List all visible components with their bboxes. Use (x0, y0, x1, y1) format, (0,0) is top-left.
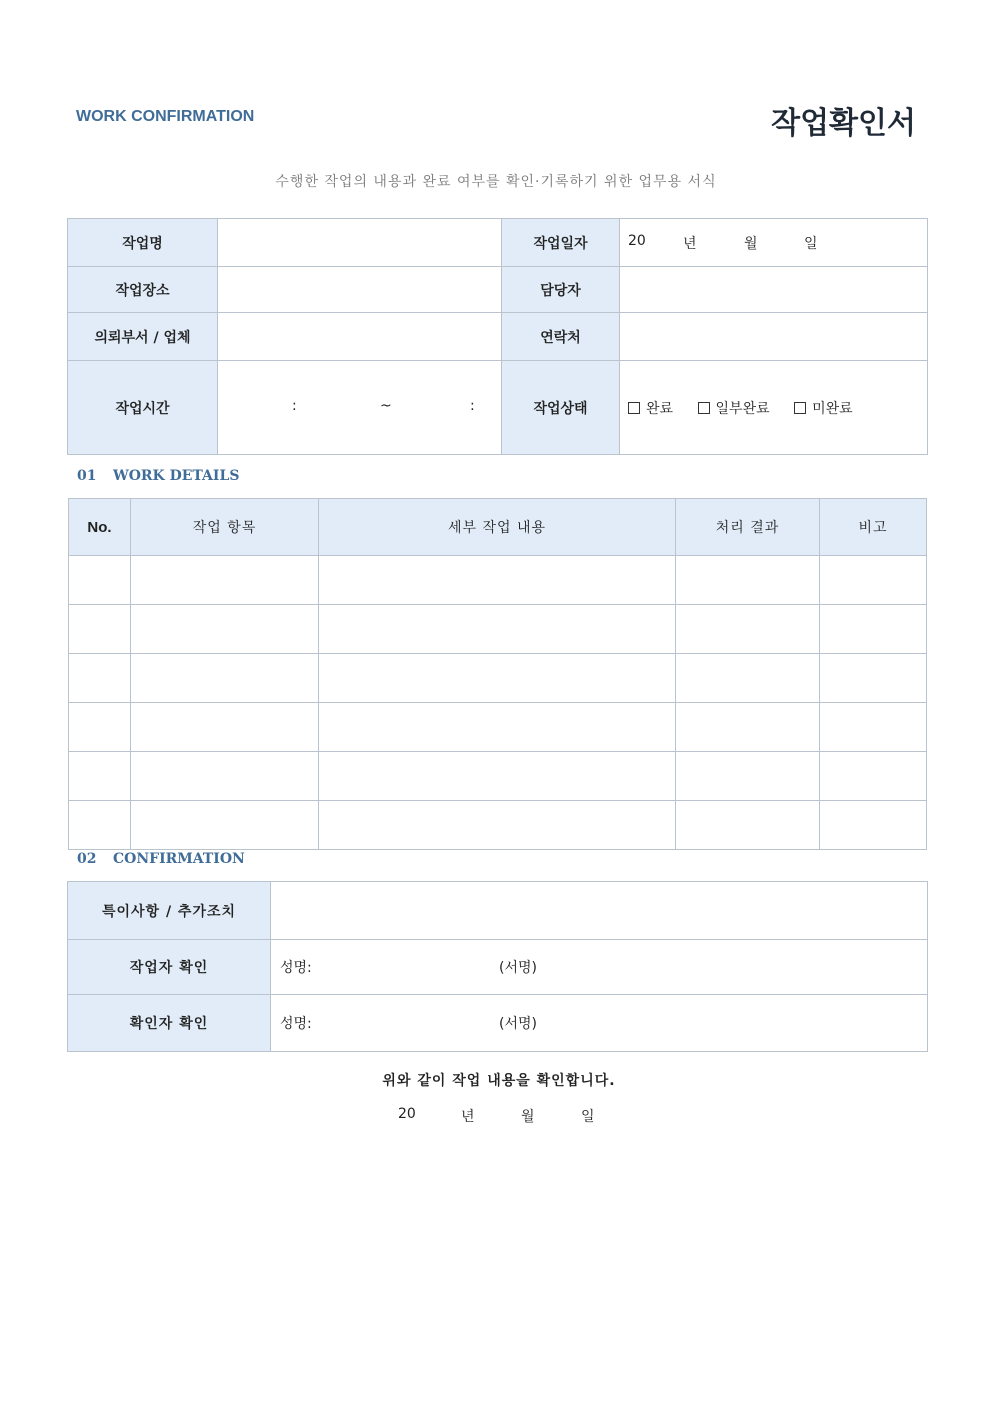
work-date-label: 작업일자 (502, 219, 620, 267)
table-cell[interactable] (131, 556, 319, 605)
document-title: 작업확인서 (771, 106, 916, 141)
checker-sign-label: (서명) (499, 1016, 537, 1032)
location-label: 작업장소 (68, 267, 218, 313)
worker-confirm-label: 작업자 확인 (68, 940, 271, 995)
section-heading-confirmation (77, 851, 245, 867)
table-cell[interactable] (319, 605, 676, 654)
time-range-tilde: ~ (380, 397, 392, 414)
table-cell[interactable] (319, 752, 676, 801)
table-cell[interactable] (319, 703, 676, 752)
table-cell[interactable] (676, 703, 820, 752)
table-row (69, 654, 927, 703)
checker-signature-field[interactable] (271, 995, 928, 1052)
status-complete-checkbox[interactable] (628, 398, 673, 418)
manager-label: 담당자 (502, 267, 620, 313)
date-year-unit: 년 (683, 235, 697, 252)
date-day-unit: 일 (804, 235, 818, 252)
table-cell[interactable] (820, 703, 927, 752)
closing-date-day-unit: 일 (581, 1109, 595, 1125)
table-cell[interactable] (69, 801, 131, 850)
work-time-label: 작업시간 (68, 361, 218, 455)
table-row (69, 556, 927, 605)
table-cell[interactable] (676, 556, 820, 605)
start-time-colon: : (292, 397, 297, 414)
table-cell[interactable] (676, 752, 820, 801)
date-century: 20 (628, 232, 646, 249)
table-cell[interactable] (319, 556, 676, 605)
worker-signature-field[interactable] (271, 940, 928, 995)
section-number: 02 (77, 851, 97, 867)
subtitle: 수행한 작업의 내용과 완료 여부를 확인·기록하기 위한 업무용 서식 (275, 174, 717, 190)
table-cell[interactable] (131, 654, 319, 703)
table-cell[interactable] (319, 654, 676, 703)
table-row (69, 703, 927, 752)
checker-name-prefix: 성명: (280, 1016, 312, 1032)
table-cell[interactable] (676, 605, 820, 654)
work-info-table (67, 218, 928, 455)
column-header-no: No. (69, 499, 131, 556)
work-name-label: 작업명 (68, 219, 218, 267)
contact-field[interactable] (620, 313, 928, 361)
work-details-table (68, 498, 927, 850)
table-cell[interactable] (820, 752, 927, 801)
table-row (69, 752, 927, 801)
work-status-label: 작업상태 (502, 361, 620, 455)
status-partial-label: 일부완료 (715, 400, 770, 417)
work-time-field[interactable] (218, 361, 502, 455)
table-row (69, 801, 927, 850)
closing-date-century: 20 (398, 1106, 416, 1122)
worker-name-prefix: 성명: (280, 960, 312, 976)
table-cell[interactable] (69, 605, 131, 654)
section-number: 01 (77, 468, 97, 484)
work-name-field[interactable] (218, 219, 502, 267)
table-cell[interactable] (131, 703, 319, 752)
end-time-colon: : (470, 397, 475, 414)
table-cell[interactable] (69, 752, 131, 801)
notes-label: 특이사항 / 추가조치 (68, 882, 271, 940)
table-cell[interactable] (319, 801, 676, 850)
table-cell[interactable] (820, 801, 927, 850)
department-field[interactable] (218, 313, 502, 361)
closing-date-year-unit: 년 (461, 1109, 475, 1125)
column-header-item: 작업 항목 (131, 499, 319, 556)
table-cell[interactable] (69, 556, 131, 605)
english-title: WORK CONFIRMATION (76, 108, 255, 125)
section-title: CONFIRMATION (113, 851, 245, 867)
table-cell[interactable] (131, 752, 319, 801)
section-heading-work-details (77, 468, 239, 484)
work-status-field (620, 361, 928, 455)
checker-confirm-label: 확인자 확인 (68, 995, 271, 1052)
column-header-remarks: 비고 (820, 499, 927, 556)
table-cell[interactable] (676, 654, 820, 703)
manager-field[interactable] (620, 267, 928, 313)
table-cell[interactable] (69, 703, 131, 752)
closing-statement: 위와 같이 작업 내용을 확인합니다. (382, 1073, 616, 1089)
checkbox-icon (794, 402, 806, 414)
status-partial-checkbox[interactable] (698, 398, 770, 418)
confirmation-table (67, 881, 928, 1052)
worker-sign-label: (서명) (499, 960, 537, 976)
date-month-unit: 월 (744, 235, 758, 252)
closing-date-month-unit: 월 (521, 1109, 535, 1125)
status-incomplete-label: 미완료 (812, 400, 853, 417)
contact-label: 연락처 (502, 313, 620, 361)
column-header-result: 처리 결과 (676, 499, 820, 556)
checkbox-icon (698, 402, 710, 414)
table-cell[interactable] (820, 654, 927, 703)
section-title: WORK DETAILS (113, 468, 240, 484)
work-date-field[interactable] (620, 219, 928, 267)
column-header-description: 세부 작업 내용 (319, 499, 676, 556)
table-cell[interactable] (820, 605, 927, 654)
table-cell[interactable] (69, 654, 131, 703)
department-label: 의뢰부서 / 업체 (68, 313, 218, 361)
checkbox-icon (628, 402, 640, 414)
table-cell[interactable] (820, 556, 927, 605)
status-complete-label: 완료 (646, 400, 674, 417)
status-incomplete-checkbox[interactable] (794, 398, 853, 418)
table-row (69, 605, 927, 654)
location-field[interactable] (218, 267, 502, 313)
table-cell[interactable] (131, 605, 319, 654)
table-cell[interactable] (131, 801, 319, 850)
table-cell[interactable] (676, 801, 820, 850)
notes-field[interactable] (271, 882, 928, 940)
